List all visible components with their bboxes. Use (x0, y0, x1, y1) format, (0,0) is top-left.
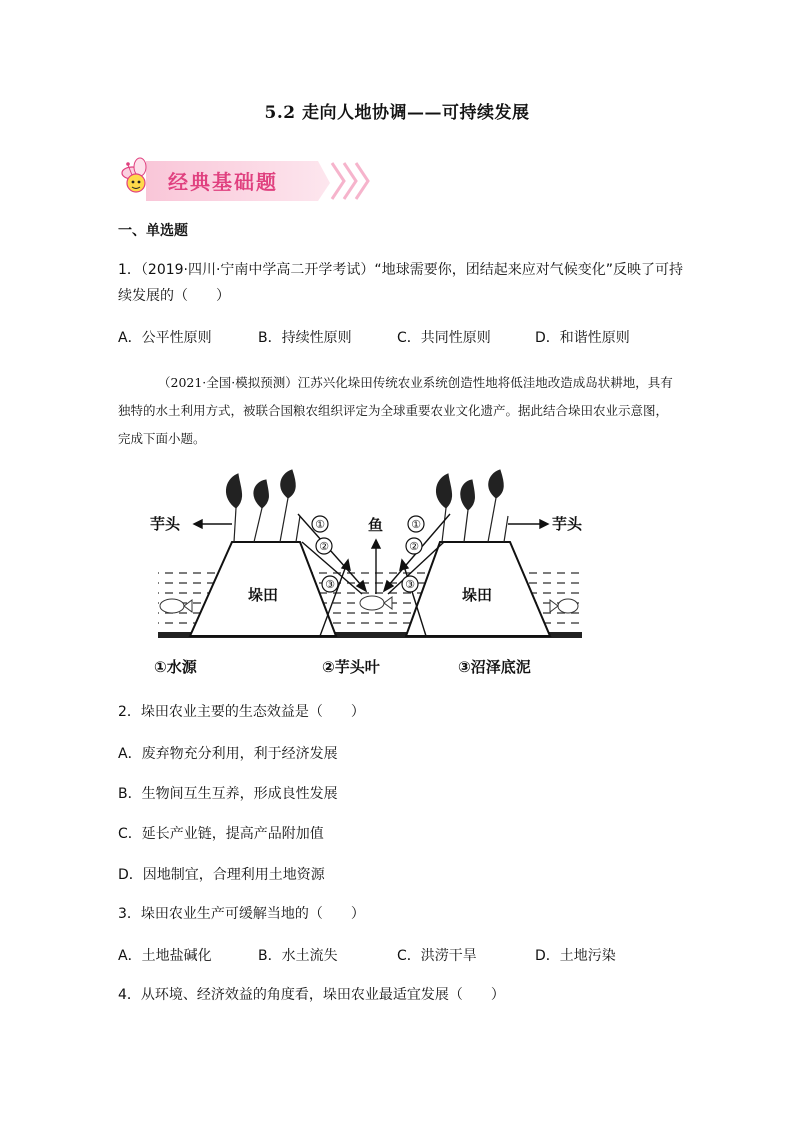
num3-right: ③ (405, 578, 415, 591)
q1-option-a: A．公平性原则 (118, 330, 212, 346)
duotian-diagram (150, 468, 590, 678)
q1-option-b: B．持续性原则 (258, 330, 352, 346)
bee-icon (122, 158, 146, 192)
q3-option-d: D．土地污染 (535, 948, 616, 964)
num1-right: ① (411, 518, 421, 531)
section-heading: 一、单选题 (118, 223, 188, 239)
label-field-right: 垛田 (462, 586, 493, 604)
legend-taro-leaf: ②芋头叶 (322, 658, 380, 676)
taro-plants-left (226, 470, 300, 542)
banner-label: 经典基础题 (168, 170, 278, 194)
num1-left: ① (315, 518, 325, 531)
label-taro-left: 芋头 (150, 515, 181, 533)
q1-stem-line2: 续发展的（ ） (118, 288, 230, 304)
taro-plants-right (436, 470, 508, 542)
q1-stem-line1: 1．（2019·四川·宁南中学高二开学考试）“地球需要你，团结起来应对气候变化”反映了可持 (118, 262, 683, 278)
q2-stem: 2．垛田农业主要的生态效益是（ ） (118, 704, 365, 720)
q2-option-a: A．废弃物充分利用，利于经济发展 (118, 746, 338, 762)
page-title: 5.2 走向人地协调——可持续发展 (264, 103, 530, 123)
label-taro-right: 芋头 (552, 515, 583, 533)
label-fish: 鱼 (368, 516, 384, 534)
q2-option-b: B．生物间互生互养，形成良性发展 (118, 786, 338, 802)
num2-right: ② (409, 540, 419, 553)
q2-option-d: D．因地制宜，合理利用土地资源 (118, 867, 325, 883)
num3-left: ③ (325, 578, 335, 591)
q4-stem: 4．从环境、经济效益的角度看，垛田农业最适宜发展（ ） (118, 987, 505, 1003)
q1-option-d: D．和谐性原则 (535, 330, 630, 346)
reading-passage: （2021·全国·模拟预测）江苏兴化垛田传统农业系统创造性地将低洼地改造成岛状耕地，具有独特的水土利用方式，被联合国粮农组织评定为全球重要农业文化遗产。据此结合垛田农业示意图，完成下面小题。 (118, 375, 673, 446)
legend-water: ①水源 (154, 658, 197, 676)
q1-option-c: C．共同性原则 (397, 330, 491, 346)
label-field-left: 垛田 (248, 586, 279, 604)
q3-option-a: A．土地盐碱化 (118, 948, 212, 964)
q3-stem: 3．垛田农业生产可缓解当地的（ ） (118, 906, 365, 922)
q3-option-c: C．洪涝干旱 (397, 948, 477, 964)
q3-option-b: B．水土流失 (258, 948, 338, 964)
legend-mud: ③沼泽底泥 (458, 658, 531, 676)
num2-left: ② (319, 540, 329, 553)
q2-option-c: C．延长产业链，提高产品附加值 (118, 826, 324, 842)
